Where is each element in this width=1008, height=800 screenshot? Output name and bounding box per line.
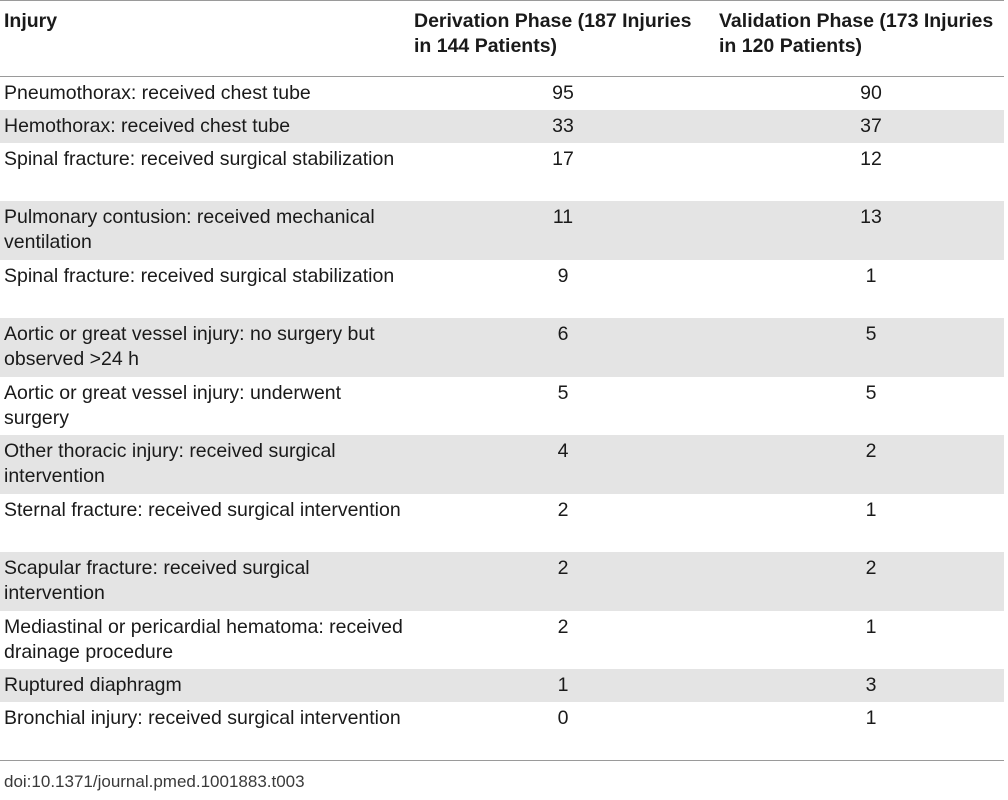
derivation-value: 9 (557, 264, 569, 287)
derivation-cell (410, 702, 715, 761)
derivation-cell (410, 494, 715, 553)
injury-cell: Bronchial injury: received surgical intervention (4, 707, 401, 729)
validation-cell (715, 611, 1004, 670)
derivation-cell (410, 260, 715, 319)
validation-value: 2 (865, 440, 877, 462)
table-row (0, 318, 1004, 377)
validation-value: 3 (865, 674, 877, 696)
validation-cell (715, 318, 1004, 377)
table-header-row (0, 1, 1004, 77)
validation-value: 1 (865, 498, 877, 521)
validation-cell (715, 377, 1004, 436)
validation-value: 13 (860, 206, 882, 228)
injury-cell: Spinal fracture: received surgical stabilization (4, 264, 395, 287)
validation-value: 5 (865, 381, 877, 404)
derivation-value: 2 (557, 615, 569, 638)
injury-cell: Scapular fracture: received surgical intervention (4, 557, 310, 604)
table-row (0, 552, 1004, 611)
validation-cell (715, 702, 1004, 761)
validation-cell (715, 110, 1004, 143)
column-header-validation: Validation Phase (173 Injuries in 120 Patients) (719, 10, 994, 57)
derivation-value: 33 (552, 114, 574, 137)
derivation-cell (410, 201, 715, 260)
validation-value: 1 (865, 615, 877, 638)
validation-cell (715, 201, 1004, 260)
derivation-value: 5 (557, 381, 569, 404)
derivation-value: 6 (557, 323, 569, 345)
injury-cell: Aortic or great vessel injury: no surgery but observed >24 h (4, 323, 375, 370)
validation-value: 1 (865, 264, 877, 287)
validation-value: 2 (865, 557, 877, 579)
injury-cell: Other thoracic injury: received surgical intervention (4, 440, 336, 487)
validation-value: 12 (860, 147, 882, 170)
validation-value: 37 (860, 114, 882, 137)
derivation-value: 1 (557, 674, 569, 696)
validation-cell (715, 143, 1004, 202)
table-row (0, 77, 1004, 110)
derivation-value: 0 (557, 707, 569, 729)
validation-value: 1 (865, 707, 877, 729)
derivation-value: 4 (557, 440, 569, 462)
injury-cell: Pneumothorax: received chest tube (4, 82, 311, 104)
validation-cell (715, 494, 1004, 553)
column-header-injury: Injury (4, 10, 58, 32)
table-row (0, 377, 1004, 436)
table-row (0, 110, 1004, 143)
table-row (0, 435, 1004, 494)
column-header-derivation: Derivation Phase (187 Injuries in 144 Patients) (414, 10, 692, 57)
injury-cell: Mediastinal or pericardial hematoma: received drainage procedure (4, 615, 403, 663)
validation-value: 90 (860, 82, 882, 104)
derivation-cell (410, 143, 715, 202)
derivation-value: 11 (552, 206, 574, 228)
derivation-cell (410, 552, 715, 611)
derivation-value: 17 (552, 147, 574, 170)
derivation-cell (410, 669, 715, 702)
derivation-cell (410, 611, 715, 670)
validation-value: 5 (865, 323, 877, 345)
derivation-value: 2 (557, 498, 569, 521)
derivation-cell (410, 318, 715, 377)
table-row (0, 669, 1004, 702)
derivation-value: 95 (552, 82, 574, 104)
derivation-value: 2 (557, 557, 569, 579)
table-row (0, 201, 1004, 260)
table-row (0, 611, 1004, 670)
validation-cell (715, 669, 1004, 702)
table-row (0, 702, 1004, 761)
doi-footnote: doi:10.1371/journal.pmed.1001883.t003 (4, 772, 305, 791)
injury-cell: Ruptured diaphragm (4, 674, 182, 696)
validation-cell (715, 260, 1004, 319)
derivation-cell (410, 77, 715, 110)
table-row (0, 143, 1004, 202)
derivation-cell (410, 110, 715, 143)
derivation-cell (410, 435, 715, 494)
validation-cell (715, 435, 1004, 494)
injury-cell: Pulmonary contusion: received mechanical ventilation (4, 206, 375, 253)
injury-cell: Sternal fracture: received surgical intervention (4, 498, 401, 521)
injury-cell: Aortic or great vessel injury: underwent surgery (4, 381, 342, 429)
injury-cell: Spinal fracture: received surgical stabilization (4, 147, 395, 170)
validation-cell (715, 552, 1004, 611)
derivation-cell (410, 377, 715, 436)
table-row (0, 260, 1004, 319)
injury-cell: Hemothorax: received chest tube (4, 114, 291, 137)
table-row (0, 494, 1004, 553)
validation-cell (715, 77, 1004, 110)
